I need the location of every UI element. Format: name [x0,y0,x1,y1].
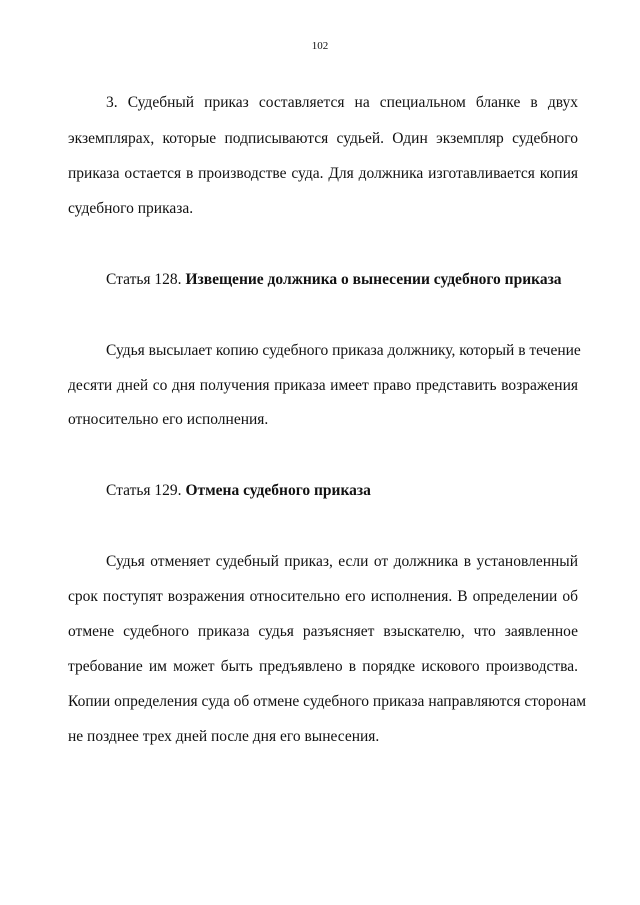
paragraph-2-line-1: Судья высылает копию судебного приказа должнику, который в течение [106,342,581,359]
paragraph-3-line-6: не позднее трех дней после дня его вынесения. [68,728,380,745]
paragraph-3-line-5: Копии определения суда об отмене судебного приказа направляются сторонам [68,693,587,710]
article-129-heading [106,481,371,501]
paragraph-3-line-3: отмене судебного приказа судья разъясняет взыскателю, что заявленное [68,623,578,640]
paragraph-3-line-2: срок поступят возражения относительно его исполнения. В определении об [68,588,578,605]
article-128-title: Извещение должника о вынесении судебного приказа [185,271,562,288]
paragraph-1-line-4: судебного приказа. [68,200,194,217]
paragraph-1-line-2: экземплярах, которые подписываются судьей. Один экземпляр судебного [68,130,578,147]
article-128-number: Статья 128. [106,271,182,288]
paragraph-2-line-3: относительно его исполнения. [68,411,269,428]
paragraph-3-line-1: Судья отменяет судебный приказ, если от должника в установленный [106,553,578,570]
paragraph-2-line-2: десяти дней со дня получения приказа имеет право представить возражения [68,377,578,394]
article-129-title: Отмена судебного приказа [185,482,371,499]
page-number: 102 [311,40,329,52]
paragraph-1-line-3: приказа остается в производстве суда. Для должника изготавливается копия [68,165,578,182]
paragraph-3-line-4: требование им может быть предъявлено в порядке искового производства. [68,658,578,675]
article-129-number: Статья 129. [106,482,182,499]
paragraph-1-line-1: 3. Судебный приказ составляется на специальном бланке в двух [106,94,578,111]
article-128-heading [106,270,562,290]
